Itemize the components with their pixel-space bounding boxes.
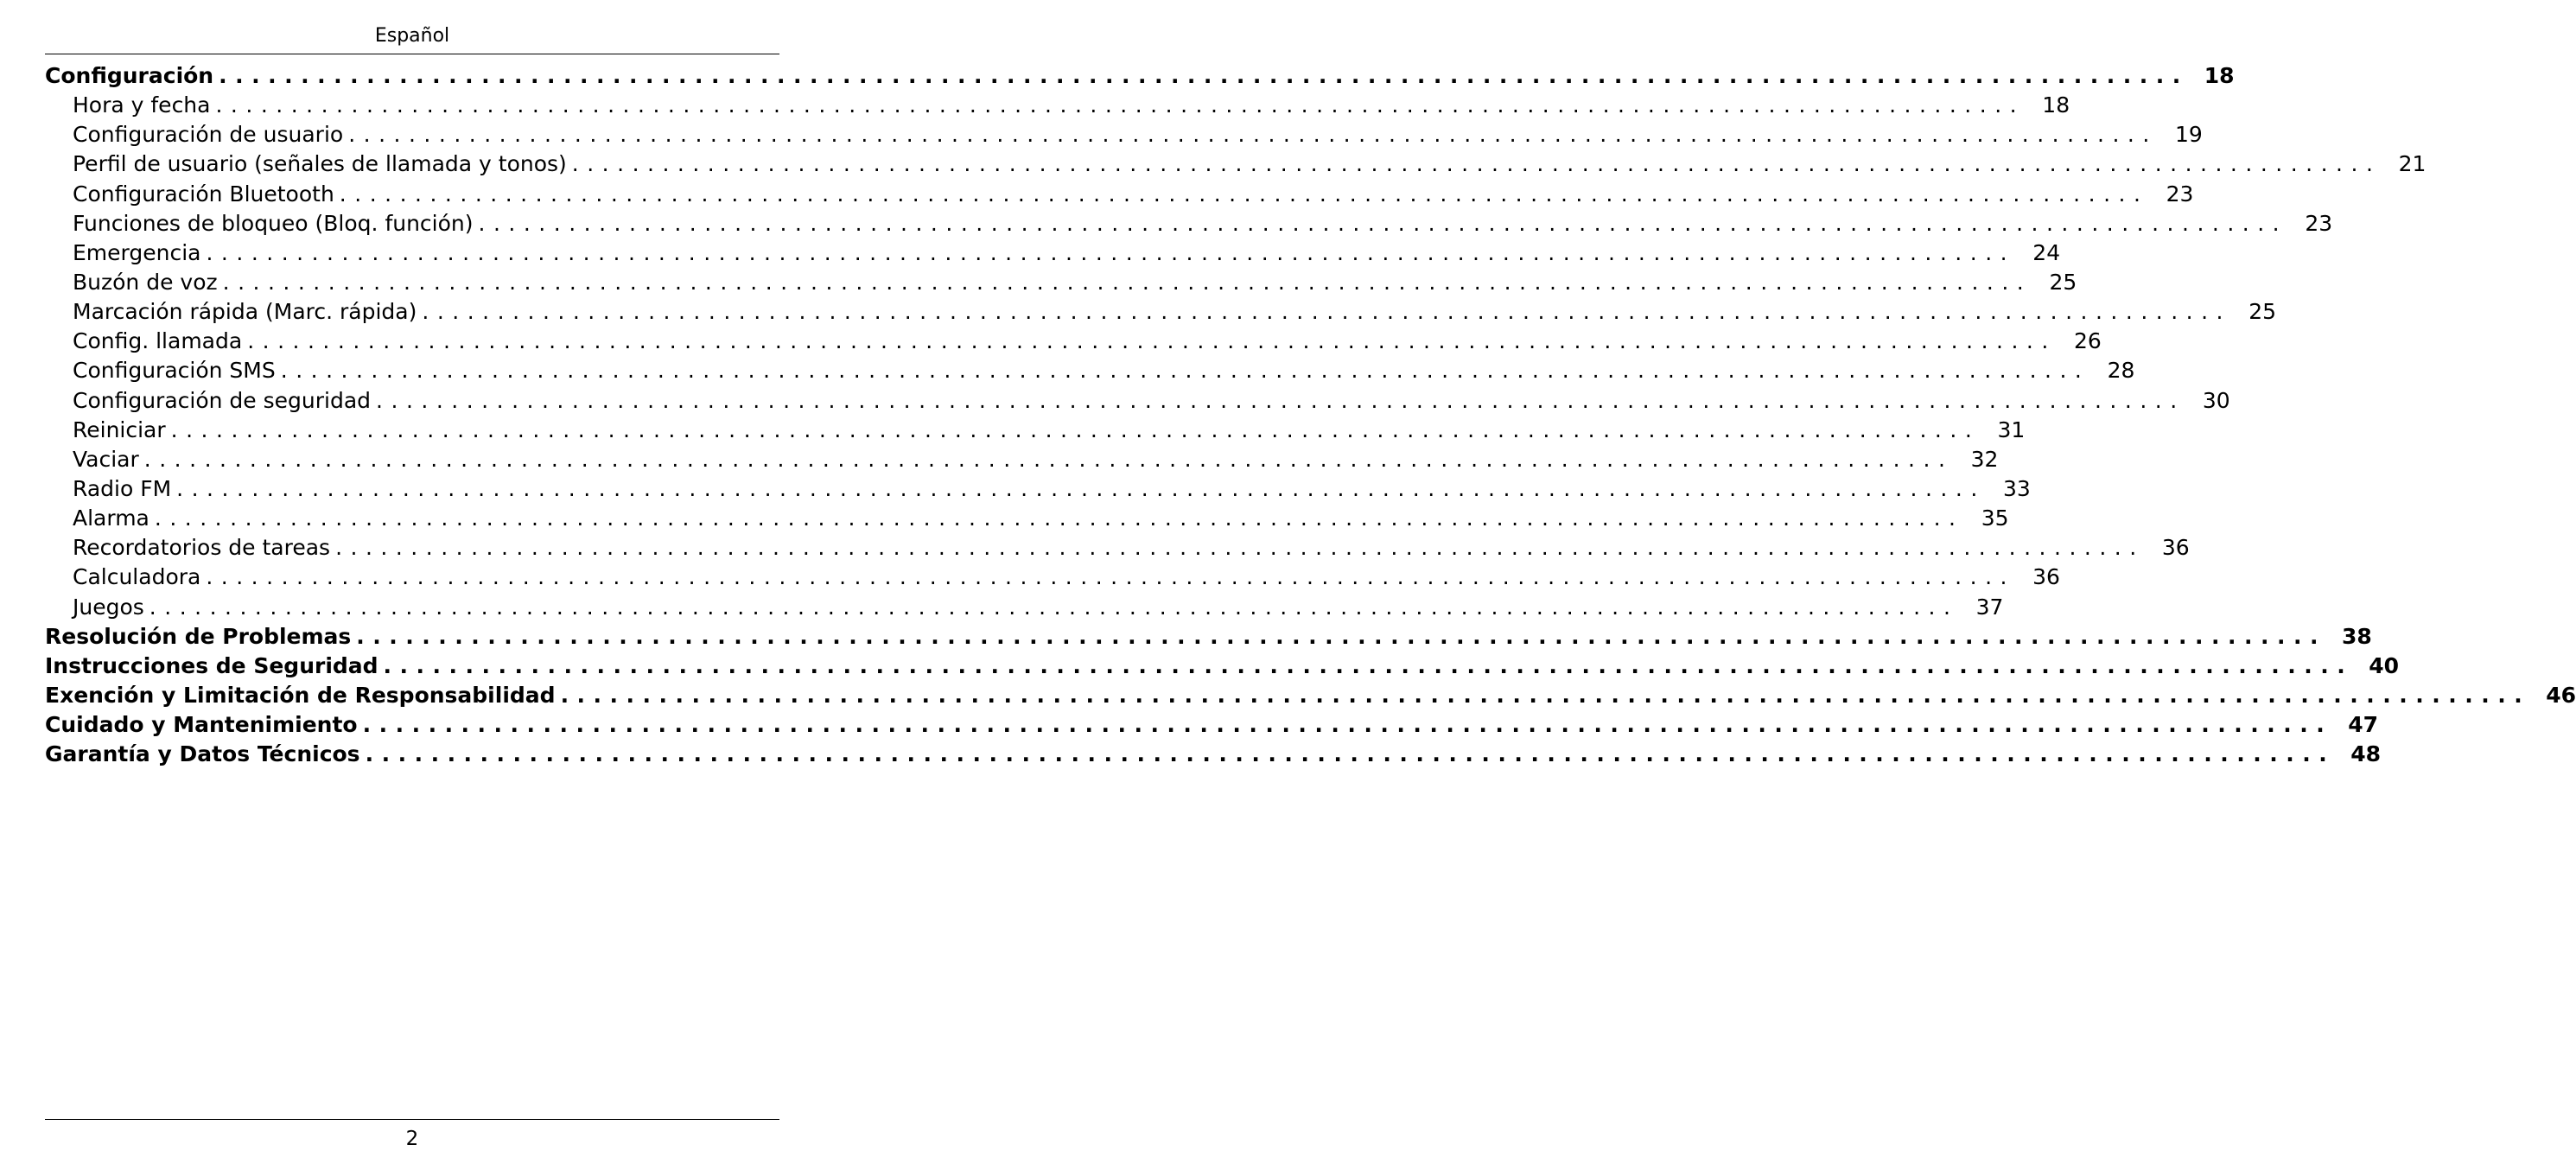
- toc-entry-page: 40: [2369, 652, 2399, 678]
- toc-entry-page: 28: [2107, 358, 2135, 384]
- dot-leader: ........................................................................................................................: [222, 270, 2032, 296]
- toc-entry-title: Perfil de usuario (señales de llamada y tonos): [73, 151, 567, 177]
- toc-entry-title: Calculadora: [73, 564, 201, 590]
- toc-subsection-entry[interactable]: [45, 209, 2333, 238]
- dot-leader: ........................................................................................................................: [206, 239, 2016, 265]
- toc-entry-page: 33: [2002, 476, 2031, 502]
- toc-subsection-entry[interactable]: [45, 563, 2060, 592]
- toc-entry-page: 18: [2204, 63, 2235, 89]
- toc-entry-page: 31: [1997, 416, 2026, 442]
- toc-entry-title: Cuidado y Mantenimiento: [45, 712, 358, 738]
- toc-entry-page: 24: [2032, 239, 2061, 265]
- toc-subsection-entry[interactable]: [45, 149, 2427, 179]
- toc-entry-title: Radio FM: [73, 476, 172, 502]
- toc-entry-title: Emergencia: [73, 239, 201, 265]
- toc-subsection-entry[interactable]: [45, 238, 2061, 268]
- toc-entry-page: 21: [2398, 151, 2427, 177]
- toc-subsection-entry[interactable]: [45, 327, 2102, 356]
- toc-entry-title: Configuración Bluetooth: [73, 181, 334, 207]
- toc-subsection-entry[interactable]: [45, 416, 2026, 445]
- toc-entry-title: Juegos: [73, 594, 144, 620]
- toc-section-entry[interactable]: [45, 681, 2576, 710]
- toc-entry-title: Funciones de bloqueo (Bloq. función): [73, 210, 474, 236]
- toc-entry-page: 23: [2166, 181, 2194, 207]
- toc-entry-title: Vaciar: [73, 446, 139, 472]
- dot-leader: ........................................................................................................................: [176, 476, 1986, 502]
- dot-leader: ........................................................................................................................: [206, 564, 2015, 590]
- toc-subsection-entry[interactable]: [45, 445, 1999, 474]
- toc-entry-page: 47: [2348, 712, 2379, 738]
- toc-entry-page: 36: [2032, 564, 2060, 590]
- table-of-contents: [45, 61, 2576, 769]
- dot-leader: ........................................................................................................................: [376, 387, 2185, 413]
- toc-entry-page: 37: [1975, 594, 2004, 620]
- toc-entry-title: Hora y fecha: [73, 92, 211, 118]
- toc-entry-title: Marcación rápida (Marc. rápida): [73, 299, 417, 325]
- dot-leader: ........................................................................................................................: [422, 299, 2232, 325]
- dot-leader: ........................................................................................................................: [383, 652, 2354, 678]
- toc-entry-title: Buzón de voz: [73, 270, 218, 296]
- dot-leader: ........................................................................................................................: [571, 151, 2382, 177]
- dot-leader: ........................................................................................................................: [356, 623, 2326, 649]
- toc-section-entry[interactable]: [45, 622, 2372, 652]
- toc-entry-title: Configuración de seguridad: [73, 387, 372, 413]
- toc-entry-page: 18: [2042, 92, 2070, 118]
- toc-entry-title: Configuración SMS: [73, 358, 276, 384]
- dot-leader: ........................................................................................................................: [170, 416, 1981, 442]
- dot-leader: ........................................................................................................................: [247, 328, 2057, 354]
- toc-entry-page: 38: [2341, 623, 2372, 649]
- toc-subsection-entry[interactable]: [45, 533, 2190, 563]
- toc-entry-title: Resolución de Problemas: [45, 623, 352, 649]
- toc-subsection-entry[interactable]: [45, 356, 2135, 385]
- toc-entry-page: 32: [1970, 446, 1999, 472]
- dot-leader: ........................................................................................................................: [280, 358, 2090, 384]
- toc-entry-title: Garantía y Datos Técnicos: [45, 741, 360, 767]
- dot-leader: ........................................................................................................................: [154, 506, 1964, 531]
- dot-leader: ........................................................................................................................: [339, 181, 2149, 207]
- toc-entry-title: Config. llamada: [73, 328, 243, 354]
- dot-leader: ........................................................................................................................: [362, 712, 2333, 738]
- toc-entry-page: 46: [2546, 683, 2576, 709]
- running-header: Español: [374, 25, 450, 47]
- toc-entry-title: Instrucciones de Seguridad: [45, 652, 378, 678]
- toc-entry-title: Alarma: [73, 506, 149, 531]
- dot-leader: ........................................................................................................................: [560, 683, 2531, 709]
- toc-subsection-entry[interactable]: [45, 180, 2194, 209]
- toc-entry-title: Recordatorios de tareas: [73, 535, 331, 561]
- toc-section-entry[interactable]: [45, 652, 2399, 681]
- toc-section-entry[interactable]: [45, 740, 2382, 769]
- toc-entry-page: 30: [2202, 387, 2230, 413]
- toc-entry-title: Exención y Limitación de Responsabilidad: [45, 683, 556, 709]
- toc-entry-page: 35: [1981, 506, 2009, 531]
- dot-leader: ........................................................................................................................: [143, 446, 1954, 472]
- toc-entry-page: 25: [2248, 299, 2277, 325]
- dot-leader: ........................................................................................................................: [219, 63, 2189, 89]
- page-number: 2: [405, 1128, 419, 1150]
- toc-entry-page: 25: [2049, 270, 2077, 296]
- toc-subsection-entry[interactable]: [45, 297, 2277, 327]
- toc-subsection-entry[interactable]: [45, 268, 2077, 297]
- toc-entry-title: Configuración de usuario: [73, 122, 344, 148]
- footer-rule: [45, 1119, 779, 1120]
- toc-entry-title: Reiniciar: [73, 416, 166, 442]
- toc-section-entry[interactable]: [45, 710, 2379, 740]
- toc-subsection-entry[interactable]: [45, 593, 2004, 622]
- toc-entry-page: 23: [2305, 210, 2333, 236]
- toc-entry-page: 36: [2161, 535, 2190, 561]
- toc-subsection-entry[interactable]: [45, 120, 2203, 149]
- dot-leader: ........................................................................................................................: [348, 122, 2158, 148]
- toc-subsection-entry[interactable]: [45, 504, 2009, 533]
- toc-entry-page: 19: [2175, 122, 2203, 148]
- dot-leader: ........................................................................................................................: [215, 92, 2026, 118]
- toc-entry-page: 26: [2074, 328, 2102, 354]
- dot-leader: ........................................................................................................................: [149, 594, 1959, 620]
- toc-entry-page: 48: [2350, 741, 2382, 767]
- toc-subsection-entry[interactable]: [45, 474, 2031, 504]
- toc-subsection-entry[interactable]: [45, 386, 2230, 416]
- dot-leader: ........................................................................................................................: [478, 210, 2288, 236]
- dot-leader: ........................................................................................................................: [365, 741, 2336, 767]
- toc-entry-title: Configuración: [45, 63, 214, 89]
- dot-leader: ........................................................................................................................: [335, 535, 2145, 561]
- toc-subsection-entry[interactable]: [45, 91, 2070, 120]
- toc-section-entry[interactable]: [45, 61, 2235, 91]
